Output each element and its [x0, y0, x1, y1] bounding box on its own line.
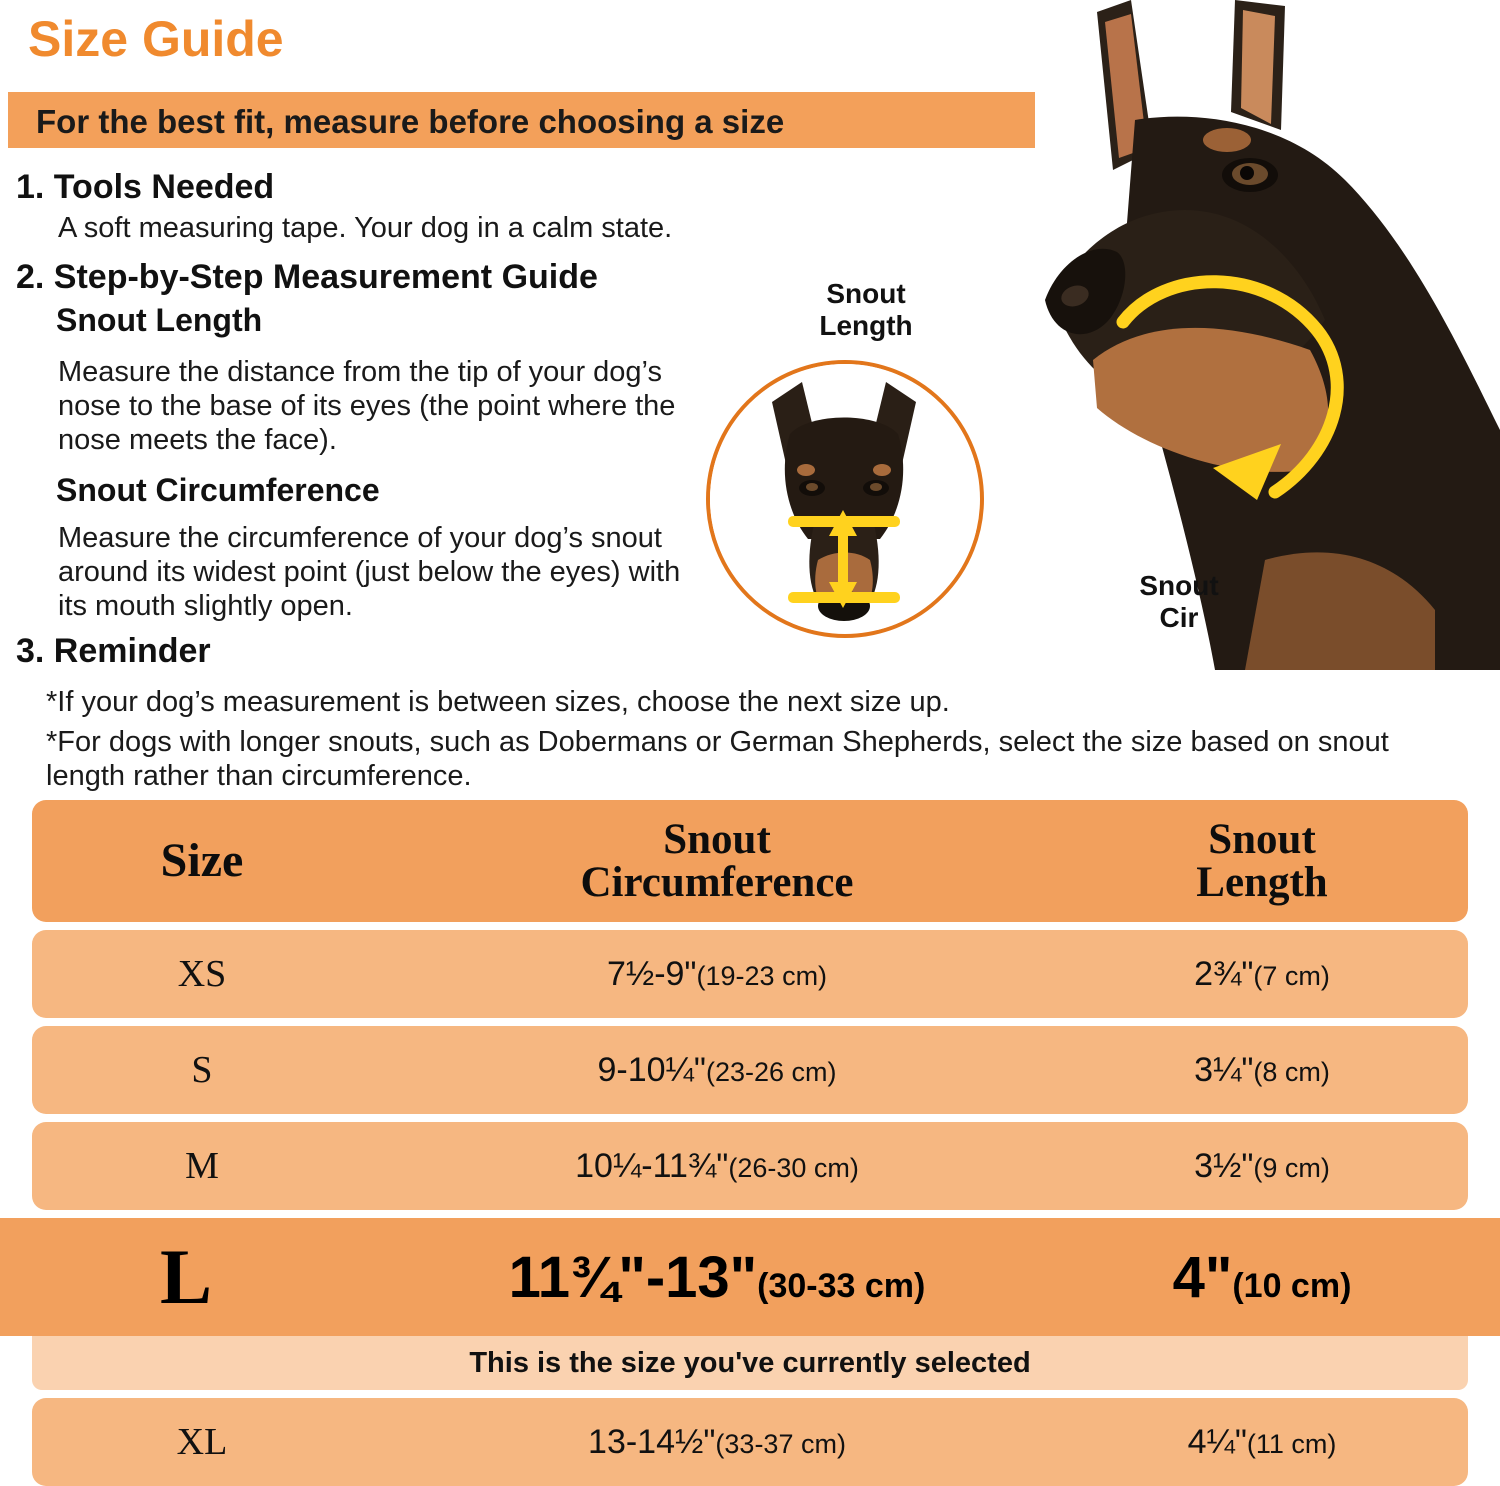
- cell-len-main: 3¼": [1194, 1050, 1254, 1089]
- cell-len-unit: (8 cm): [1253, 1056, 1330, 1087]
- table-header-row: [32, 800, 1468, 922]
- cell-len-main: 4¼": [1187, 1422, 1247, 1461]
- table-row[interactable]: [32, 930, 1468, 1018]
- cell-length: [1062, 955, 1462, 994]
- snout-length-callout-line1: Snout: [826, 278, 906, 309]
- cell-size: S: [191, 1049, 213, 1091]
- cell-length: [1062, 1423, 1462, 1462]
- cell-length: [1062, 1244, 1462, 1311]
- cell-size: XS: [177, 953, 227, 995]
- header-snout-circumference: [372, 818, 1062, 904]
- cell-circ-unit: (19-23 cm): [696, 960, 828, 991]
- header-size: Size: [160, 834, 244, 887]
- header-circ-line2: Circumference: [580, 859, 854, 906]
- snout-length-body: Measure the distance from the tip of your dog’s nose to the base of its eyes (the point where the nose meets the face).: [58, 356, 676, 456]
- cell-circ-unit: (23-26 cm): [705, 1056, 837, 1087]
- cell-circumference: [372, 1147, 1062, 1186]
- cell-circ-main: 9-10¼": [597, 1050, 706, 1089]
- cell-len-unit: (11 cm): [1246, 1428, 1337, 1459]
- size-table: [0, 800, 1500, 1486]
- measurement-heading: 2. Step-by-Step Measurement Guide: [16, 258, 598, 296]
- cell-circumference: [372, 1051, 1062, 1090]
- cell-length: [1062, 1147, 1462, 1186]
- snout-circumference-body: Measure the circumference of your dog’s snout around its widest point (just below the eyes) with its mouth slightly open.: [58, 522, 681, 622]
- cell-len-unit: (7 cm): [1253, 960, 1330, 991]
- cell-size: M: [185, 1145, 219, 1187]
- cell-circumference: [372, 955, 1062, 994]
- cell-circ-unit: (30-33 cm): [757, 1266, 926, 1305]
- cell-len-unit: (10 cm): [1232, 1266, 1352, 1305]
- tools-heading: 1. Tools Needed: [16, 168, 275, 206]
- cell-size: L: [159, 1233, 213, 1320]
- snout-length-subheading: Snout Length: [56, 302, 263, 338]
- table-row-selected[interactable]: [0, 1218, 1500, 1336]
- cell-circ-main: 13-14½": [588, 1422, 716, 1461]
- tools-body: A soft measuring tape. Your dog in a calm state.: [58, 212, 673, 244]
- reminder-body-1: *If your dog’s measurement is between sizes, choose the next size up.: [46, 686, 950, 718]
- snout-cir-callout-line2: Cir: [1159, 602, 1199, 634]
- header-len-line2: Length: [1196, 859, 1328, 906]
- table-row[interactable]: [32, 1122, 1468, 1210]
- cell-circ-main: 7½-9": [606, 954, 697, 993]
- snout-circumference-callout-label: [1104, 570, 1254, 634]
- header-snout-length: [1062, 818, 1462, 904]
- cell-circ-unit: (26-30 cm): [728, 1152, 859, 1183]
- cell-circumference: [372, 1244, 1062, 1311]
- snout-length-inset: [706, 360, 984, 638]
- front-view-dog-illustration: [710, 364, 976, 630]
- snout-circumference-subheading: Snout Circumference: [56, 472, 380, 508]
- cell-size: XL: [176, 1421, 228, 1463]
- subtitle-text: For the best fit, measure before choosing a size: [36, 103, 785, 140]
- reminder-heading: 3. Reminder: [16, 632, 211, 670]
- cell-circ-main: 11¾"-13": [508, 1244, 758, 1310]
- table-row[interactable]: [32, 1398, 1468, 1486]
- snout-length-callout-line2: Length: [819, 310, 913, 342]
- cell-circ-main: 10¼-11¾": [575, 1146, 729, 1185]
- selected-size-note: This is the size you've currently selected: [32, 1336, 1468, 1390]
- cell-circumference: [372, 1423, 1062, 1462]
- table-row[interactable]: [32, 1026, 1468, 1114]
- reminder-body-2: *For dogs with longer snouts, such as Dobermans or German Shepherds, select the size based on snout length rather than circumference.: [46, 726, 1389, 792]
- cell-len-main: 2¾": [1194, 954, 1254, 993]
- cell-len-unit: (9 cm): [1253, 1152, 1330, 1183]
- page-title: Size Guide: [28, 11, 284, 67]
- cell-circ-unit: (33-37 cm): [715, 1428, 846, 1459]
- snout-length-callout-label: [786, 278, 946, 342]
- snout-cir-callout-line1: Snout: [1139, 570, 1219, 601]
- header-len-line1: Snout: [1208, 816, 1316, 863]
- cell-length: [1062, 1051, 1462, 1090]
- header-circ-line1: Snout: [663, 816, 771, 863]
- cell-len-main: 4": [1172, 1244, 1233, 1310]
- cell-len-main: 3½": [1194, 1146, 1254, 1185]
